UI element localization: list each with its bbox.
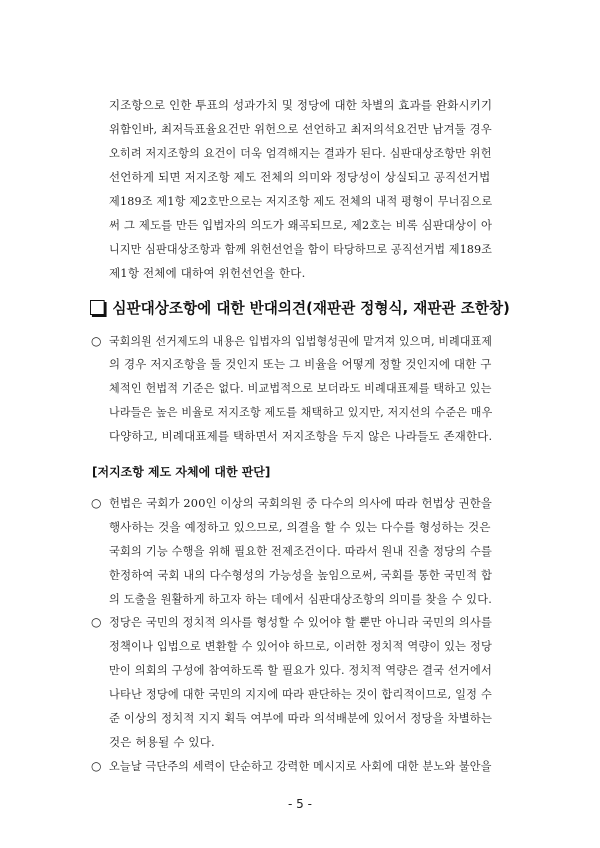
text-line: 준 이상의 정치적 지지 획득 여부에 따라 의석배분에 있어서 정당을 차별하는 [109,711,493,725]
bullet-circle-icon: ○ [91,615,102,629]
text-line: 것은 허용될 수 있다. [109,735,215,749]
text-line: 위함인바, 최저득표율요건만 위헌으로 선언하고 최저의석요건만 남겨둘 경우 [109,122,492,136]
text-line: 나라들은 높은 비율로 저지조항 제도를 채택하고 있지만, 저지선의 수준은 매우 [109,405,493,419]
checkbox-icon [90,300,105,315]
text-line: 국회의원 선거제도의 내용은 입법자의 입법형성권에 맡겨져 있으며, 비례대표제 [109,334,493,348]
bullet-circle-icon: ○ [91,334,102,348]
text-line: 정책이나 입법으로 변환할 수 있어야 하므로, 이러한 정치적 역량이 있는 정당 [109,639,492,653]
bullet-circle-icon: ○ [91,496,102,510]
text-line: 써 그 제도를 만든 입법자의 의도가 왜곡되므로, 제2호는 비록 심판대상이 아 [109,218,493,232]
text-line: 의 경우 저지조항을 둘 것인지 또는 그 비율을 어떻게 정할 것인지에 대한 구 [109,357,492,371]
text-line: 헌법은 국회가 200인 이상의 국회의원 중 다수의 의사에 따라 헌법상 권한을 [109,496,493,510]
text-line: 정당은 국민의 정치적 의사를 형성할 수 있어야 할 뿐만 아니라 국민의 의사를 [109,615,492,629]
text-line: 한정하여 국회 내의 다수형성의 가능성을 높임으로써, 국회를 통한 국민적 합 [109,568,493,582]
text-line: 오히려 저지조항의 요건이 더욱 엄격해지는 결과가 된다. 심판대상조항만 위헌 [109,146,492,160]
text-line: 오늘날 극단주의 세력이 단순하고 강력한 메시지로 사회에 대한 분노와 불안을 [109,759,492,773]
text-line: 국회의 기능 수행을 위해 필요한 전제조건이다. 따라서 원내 진출 정당의 수를 [109,544,492,558]
text-line: 선언하게 되면 저지조항 제도 전체의 의미와 정당성이 상실되고 공직선거법 [109,170,491,184]
section-heading [90,296,510,318]
text-line: 체적인 헌법적 기준은 없다. 비교법적으로 보더라도 비례대표제를 택하고 있는 [109,381,492,395]
text-line: 행사하는 것을 예정하고 있으므로, 의결을 할 수 있는 다수를 형성하는 것은 [109,520,491,534]
text-line: 다양하고, 비례대표제를 택하면서 저지조항을 두지 않은 나라들도 존재한다. [109,429,493,443]
text-line: 제1항 전체에 대하여 위헌선언을 한다. [109,266,306,280]
text-line: 지조항으로 인한 투표의 성과가치 및 정당에 대한 차별의 효과를 완화시키기 [109,98,493,112]
subheading: [저지조항 제도 자체에 대한 판단] [92,465,271,479]
section-heading-text: 심판대상조항에 대한 반대의견(재판관 정형식, 재판관 조한창) [112,298,510,317]
text-line: 나타난 정당에 대한 국민의 지지에 따라 판단하는 것이 합리적이므로, 일정 수 [109,687,492,701]
text-line: 만이 의회의 구성에 참여하도록 할 필요가 있다. 정치적 역량은 결국 선거에서 [109,663,492,677]
text-line: 제189조 제1항 제2호만으로는 저지조항 제도 전체의 내적 평형이 무너짐으로 [109,194,493,208]
text-line: 니지만 심판대상조항과 함께 위헌선언을 함이 타당하므로 공직선거법 제189조 [109,242,493,256]
bullet-circle-icon: ○ [91,759,102,773]
page-number: - 5 - [288,797,312,811]
text-line: 의 도출을 원활하게 하고자 하는 데에서 심판대상조항의 의미를 찾을 수 있다. [109,592,492,606]
